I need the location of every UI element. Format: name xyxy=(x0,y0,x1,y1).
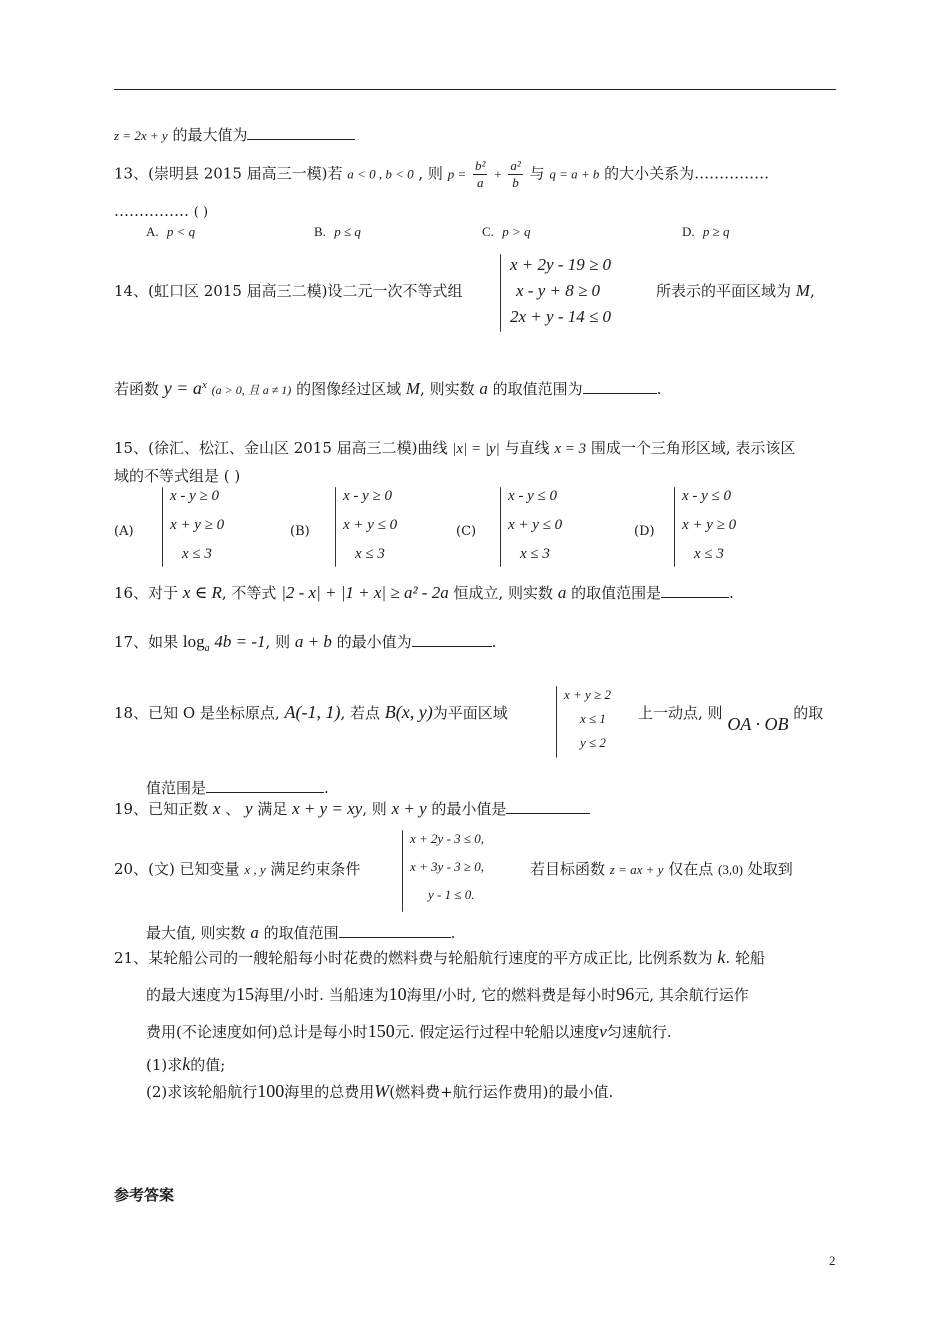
q19-text: 满足 xyxy=(257,800,288,818)
q21-text: 匀速航行. xyxy=(606,1023,672,1041)
system-row: x ≤ 3 xyxy=(694,546,724,562)
q14-text: 若函数 xyxy=(114,380,160,398)
q15-stem: 围成一个三角形区域, 表示该区 xyxy=(590,439,796,457)
q20-text: 最大值, 则实数 xyxy=(146,924,246,942)
system-row: x ≤ 3 xyxy=(355,546,385,562)
number-100: 100 xyxy=(257,1081,285,1101)
option-expr: p ≤ q xyxy=(334,224,361,239)
q18-text: , 若点 xyxy=(340,704,381,722)
q16-text: 16、对于 xyxy=(114,584,179,602)
q13-line2 xyxy=(114,202,208,220)
answer-blank xyxy=(206,778,324,793)
left-brace xyxy=(402,830,403,912)
q13-then: , 则 xyxy=(418,164,443,183)
q20-text: 仅在点 xyxy=(668,860,714,878)
option-expr: p < q xyxy=(166,224,196,239)
q15-option-a-label: (A) xyxy=(114,524,134,539)
objective-expr: z = 2x + y xyxy=(114,128,168,143)
q13-q-expr: q = a + b xyxy=(549,166,600,182)
system-row: x - y ≥ 0 xyxy=(343,488,393,504)
q18-text: 18、已知 O 是坐标原点, xyxy=(114,704,280,722)
number-150: 150 xyxy=(367,1021,395,1041)
period: . xyxy=(324,779,329,797)
system-row: x ≤ 3 xyxy=(520,546,550,562)
frac-den: b xyxy=(512,175,519,190)
system-row: x + y ≤ 0 xyxy=(508,517,563,533)
point-b: B(x, y) xyxy=(384,702,433,722)
q20-text: 20、(文) 已知变量 xyxy=(114,860,240,878)
period: . xyxy=(656,380,662,398)
q16 xyxy=(114,582,734,603)
q20-system xyxy=(410,832,484,916)
q15-option-b-label: (B) xyxy=(290,524,310,539)
q17-text: 的最小值为 xyxy=(336,633,412,651)
point-a: A(-1, 1) xyxy=(284,702,341,722)
q15-option-c-label: (C) xyxy=(456,524,477,539)
line-expr: x = 3 xyxy=(554,441,587,457)
q15-option-b-system xyxy=(343,489,397,576)
q15-option-c-system xyxy=(508,489,562,576)
answer-blank xyxy=(412,632,492,647)
q15-stem: 与直线 xyxy=(504,439,550,457)
q13-stem2: 的大小关系为…………… xyxy=(604,164,770,183)
q13-paren: ( ) xyxy=(193,205,209,220)
sum-expr: x + y xyxy=(391,799,427,818)
answer-blank xyxy=(583,379,657,394)
q15-option-d-label: (D) xyxy=(634,524,655,539)
left-brace xyxy=(500,487,501,567)
q18-line1-tail xyxy=(638,702,824,734)
header-rule xyxy=(114,89,836,90)
q21-line3 xyxy=(146,1021,672,1042)
q18-line1 xyxy=(114,702,508,723)
q14-line2 xyxy=(114,378,661,399)
q20-line1-tail xyxy=(530,858,793,879)
plus-sign: + xyxy=(494,166,502,182)
fraction-b2-over-a xyxy=(473,158,487,191)
answers-heading: 参考答案 xyxy=(114,1186,175,1204)
q13-condition: a < 0 , b < 0 xyxy=(347,166,414,182)
system-row: y ≤ 2 xyxy=(580,735,606,750)
q21-line2 xyxy=(146,984,749,1005)
option-expr: p ≥ q xyxy=(702,224,730,239)
var-y: y xyxy=(245,799,253,818)
frac-num: b² xyxy=(475,158,486,173)
number-10: 10 xyxy=(388,984,407,1004)
domain-expr: x ∈ R xyxy=(182,583,222,602)
answer-blank xyxy=(661,583,729,598)
var-a: a xyxy=(479,379,488,398)
q12-text: 的最大值为 xyxy=(172,126,248,144)
q21-text: 海里/小时, 它的燃料费是每小时 xyxy=(406,986,617,1004)
q13-option-d xyxy=(682,224,730,240)
q19-text: , 则 xyxy=(362,800,387,818)
log-equation: 4b = -1 xyxy=(214,632,266,651)
option-label: D. xyxy=(682,224,695,239)
q18-text: 上一动点, 则 xyxy=(638,704,723,722)
q20-text: 满足约束条件 xyxy=(270,860,361,878)
frac-den: a xyxy=(476,175,484,190)
q21-line1 xyxy=(114,947,765,968)
answer-blank xyxy=(247,125,355,140)
system-row: x + y ≥ 2 xyxy=(564,687,611,702)
q20-text: 的取值范围 xyxy=(263,924,339,942)
q14-tail xyxy=(656,280,815,301)
period: . xyxy=(729,584,734,602)
period: . xyxy=(450,924,456,942)
system-row: x + y ≤ 0 xyxy=(343,517,398,533)
q17-text: 17、如果 xyxy=(114,633,179,651)
q12-tail xyxy=(114,124,355,145)
log-base: a xyxy=(204,643,210,654)
dot-product: OA · OB xyxy=(727,714,789,734)
q19 xyxy=(114,798,590,819)
system-row: x ≤ 1 xyxy=(580,711,606,726)
q18-system xyxy=(564,688,611,760)
system-row: 2x + y - 14 ≤ 0 xyxy=(510,307,612,326)
q21-text: 21、某轮船公司的一艘轮船每小时花费的燃料费与轮船航行速度的平方成正比, 比例系数为 xyxy=(114,949,713,967)
q15-stem: 15、(徐汇、松江、金山区 2015 届高三二模)曲线 xyxy=(114,439,448,457)
number-96: 96 xyxy=(616,984,635,1004)
inequality-expr: |2 - x| + |1 + x| ≥ a² - 2a xyxy=(281,583,449,602)
answer-blank xyxy=(339,923,451,938)
q13-relation: 与 xyxy=(529,164,545,183)
q21-text: 的值; xyxy=(190,1056,226,1074)
q14-text: 的取值范围为 xyxy=(492,380,583,398)
fraction-a2-over-b xyxy=(508,158,522,191)
q13-p-lhs: p = xyxy=(447,166,467,182)
q14-text: , 则实数 xyxy=(420,380,475,398)
q13-option-b xyxy=(314,224,361,240)
q19-text: 的最小值是 xyxy=(431,800,507,818)
page-number: 2 xyxy=(829,1253,836,1268)
q21-text: 元. 假定运行过程中轮船以速度 xyxy=(394,1023,600,1041)
q14-tail-text: 所表示的平面区域为 xyxy=(656,282,792,300)
q20-line1 xyxy=(114,858,360,879)
number-15: 15 xyxy=(236,984,255,1004)
var-a: a xyxy=(557,583,567,602)
q18-text: 的取 xyxy=(793,704,824,722)
q21-part2 xyxy=(146,1081,613,1102)
var-w: W xyxy=(374,1081,390,1101)
system-row: x + 2y - 19 ≥ 0 xyxy=(510,255,612,274)
q18-text: 值范围是 xyxy=(146,779,207,797)
option-label: B. xyxy=(314,224,326,239)
q20-text: 若目标函数 xyxy=(530,860,606,878)
separator: 、 xyxy=(225,800,241,818)
q15-option-d-system xyxy=(682,489,736,576)
q21-text: 海里的总费用 xyxy=(284,1083,375,1101)
q13-line1 xyxy=(114,158,769,191)
q16-text: , 不等式 xyxy=(221,584,277,602)
option-label: A. xyxy=(146,224,159,239)
comma: , xyxy=(809,282,815,300)
q21-text: (燃料费+航行运作费用)的最小值. xyxy=(389,1083,614,1101)
option-label: C. xyxy=(482,224,494,239)
var-k: k xyxy=(717,947,726,967)
q21-text: (2)求该轮船航行 xyxy=(146,1083,258,1101)
curve-expr: |x| = |y| xyxy=(452,441,500,457)
log-symbol: log xyxy=(182,632,205,651)
q21-text: 海里/小时. 当船速为 xyxy=(254,986,389,1004)
exp-function: y = a xyxy=(163,378,202,398)
var-v: v xyxy=(599,1022,607,1041)
left-brace xyxy=(335,487,336,567)
q13-stem: 13、(崇明县 2015 届高三一模)若 xyxy=(114,164,343,183)
var-a: a xyxy=(250,923,259,942)
q14-system xyxy=(510,256,611,334)
left-brace xyxy=(162,487,163,567)
q13-option-c xyxy=(482,224,530,240)
q14-stem: 14、(虹口区 2015 届高三二模)设二元一次不等式组 xyxy=(114,282,463,300)
point-3-0: (3,0) xyxy=(718,862,743,877)
q15-line2: 域的不等式组是 ( ) xyxy=(114,467,241,485)
system-row: x ≤ 3 xyxy=(182,546,212,562)
q17 xyxy=(114,631,496,654)
objective-expr: z = ax + y xyxy=(609,862,664,877)
period: . xyxy=(491,633,497,651)
system-row: y - 1 ≤ 0. xyxy=(428,887,475,902)
q17-text: , 则 xyxy=(265,633,291,651)
q20-text: 处取到 xyxy=(747,860,793,878)
constraint-eq: x + y = xy xyxy=(292,799,363,818)
system-row: x - y ≤ 0 xyxy=(508,488,558,504)
q20-line2 xyxy=(146,922,455,943)
var-x: x xyxy=(212,799,221,818)
vars-xy: x , y xyxy=(244,862,266,877)
q15-option-a-system xyxy=(170,489,224,576)
q19-text: 19、已知正数 xyxy=(114,800,209,818)
q14-text: 的图像经过区域 xyxy=(296,380,402,398)
system-row: x + 3y - 3 ≥ 0, xyxy=(410,859,485,874)
q21-text: 的最大速度为 xyxy=(146,986,237,1004)
q21-text: 元, 其余航行运作 xyxy=(634,986,749,1004)
system-row: x + 2y - 3 ≤ 0, xyxy=(410,831,485,846)
q15-line1 xyxy=(114,437,795,458)
var-k: k xyxy=(182,1054,191,1074)
region-m: M xyxy=(795,281,810,300)
q13-dots: …………… xyxy=(114,202,189,220)
exponent: x xyxy=(201,379,207,391)
q16-text: 恒成立, 则实数 xyxy=(453,584,554,602)
frac-num: a² xyxy=(510,158,521,173)
answer-blank xyxy=(506,799,590,814)
sum-expr: a + b xyxy=(294,632,332,651)
option-expr: p > q xyxy=(502,224,531,239)
system-row: x + y ≥ 0 xyxy=(170,517,225,533)
system-row: x + y ≥ 0 xyxy=(682,517,737,533)
q16-text: 的取值范围是 xyxy=(571,584,662,602)
region-m: M xyxy=(405,379,421,398)
q21-text: . 轮船 xyxy=(725,949,765,967)
left-brace xyxy=(674,487,675,567)
system-row: x - y ≥ 0 xyxy=(170,488,220,504)
system-row: x - y + 8 ≥ 0 xyxy=(516,281,601,300)
left-brace xyxy=(556,686,557,758)
q18-line2 xyxy=(146,777,329,798)
q14-condition: (a > 0, 且 a ≠ 1) xyxy=(211,383,292,397)
left-brace xyxy=(500,254,501,332)
system-row: x - y ≤ 0 xyxy=(682,488,732,504)
q21-text: (1)求 xyxy=(146,1056,183,1074)
q21-part1 xyxy=(146,1054,225,1075)
q18-text: 为平面区域 xyxy=(432,704,508,722)
q13-option-a xyxy=(146,224,195,240)
q21-text: 费用(不论速度如何)总计是每小时 xyxy=(146,1023,368,1041)
